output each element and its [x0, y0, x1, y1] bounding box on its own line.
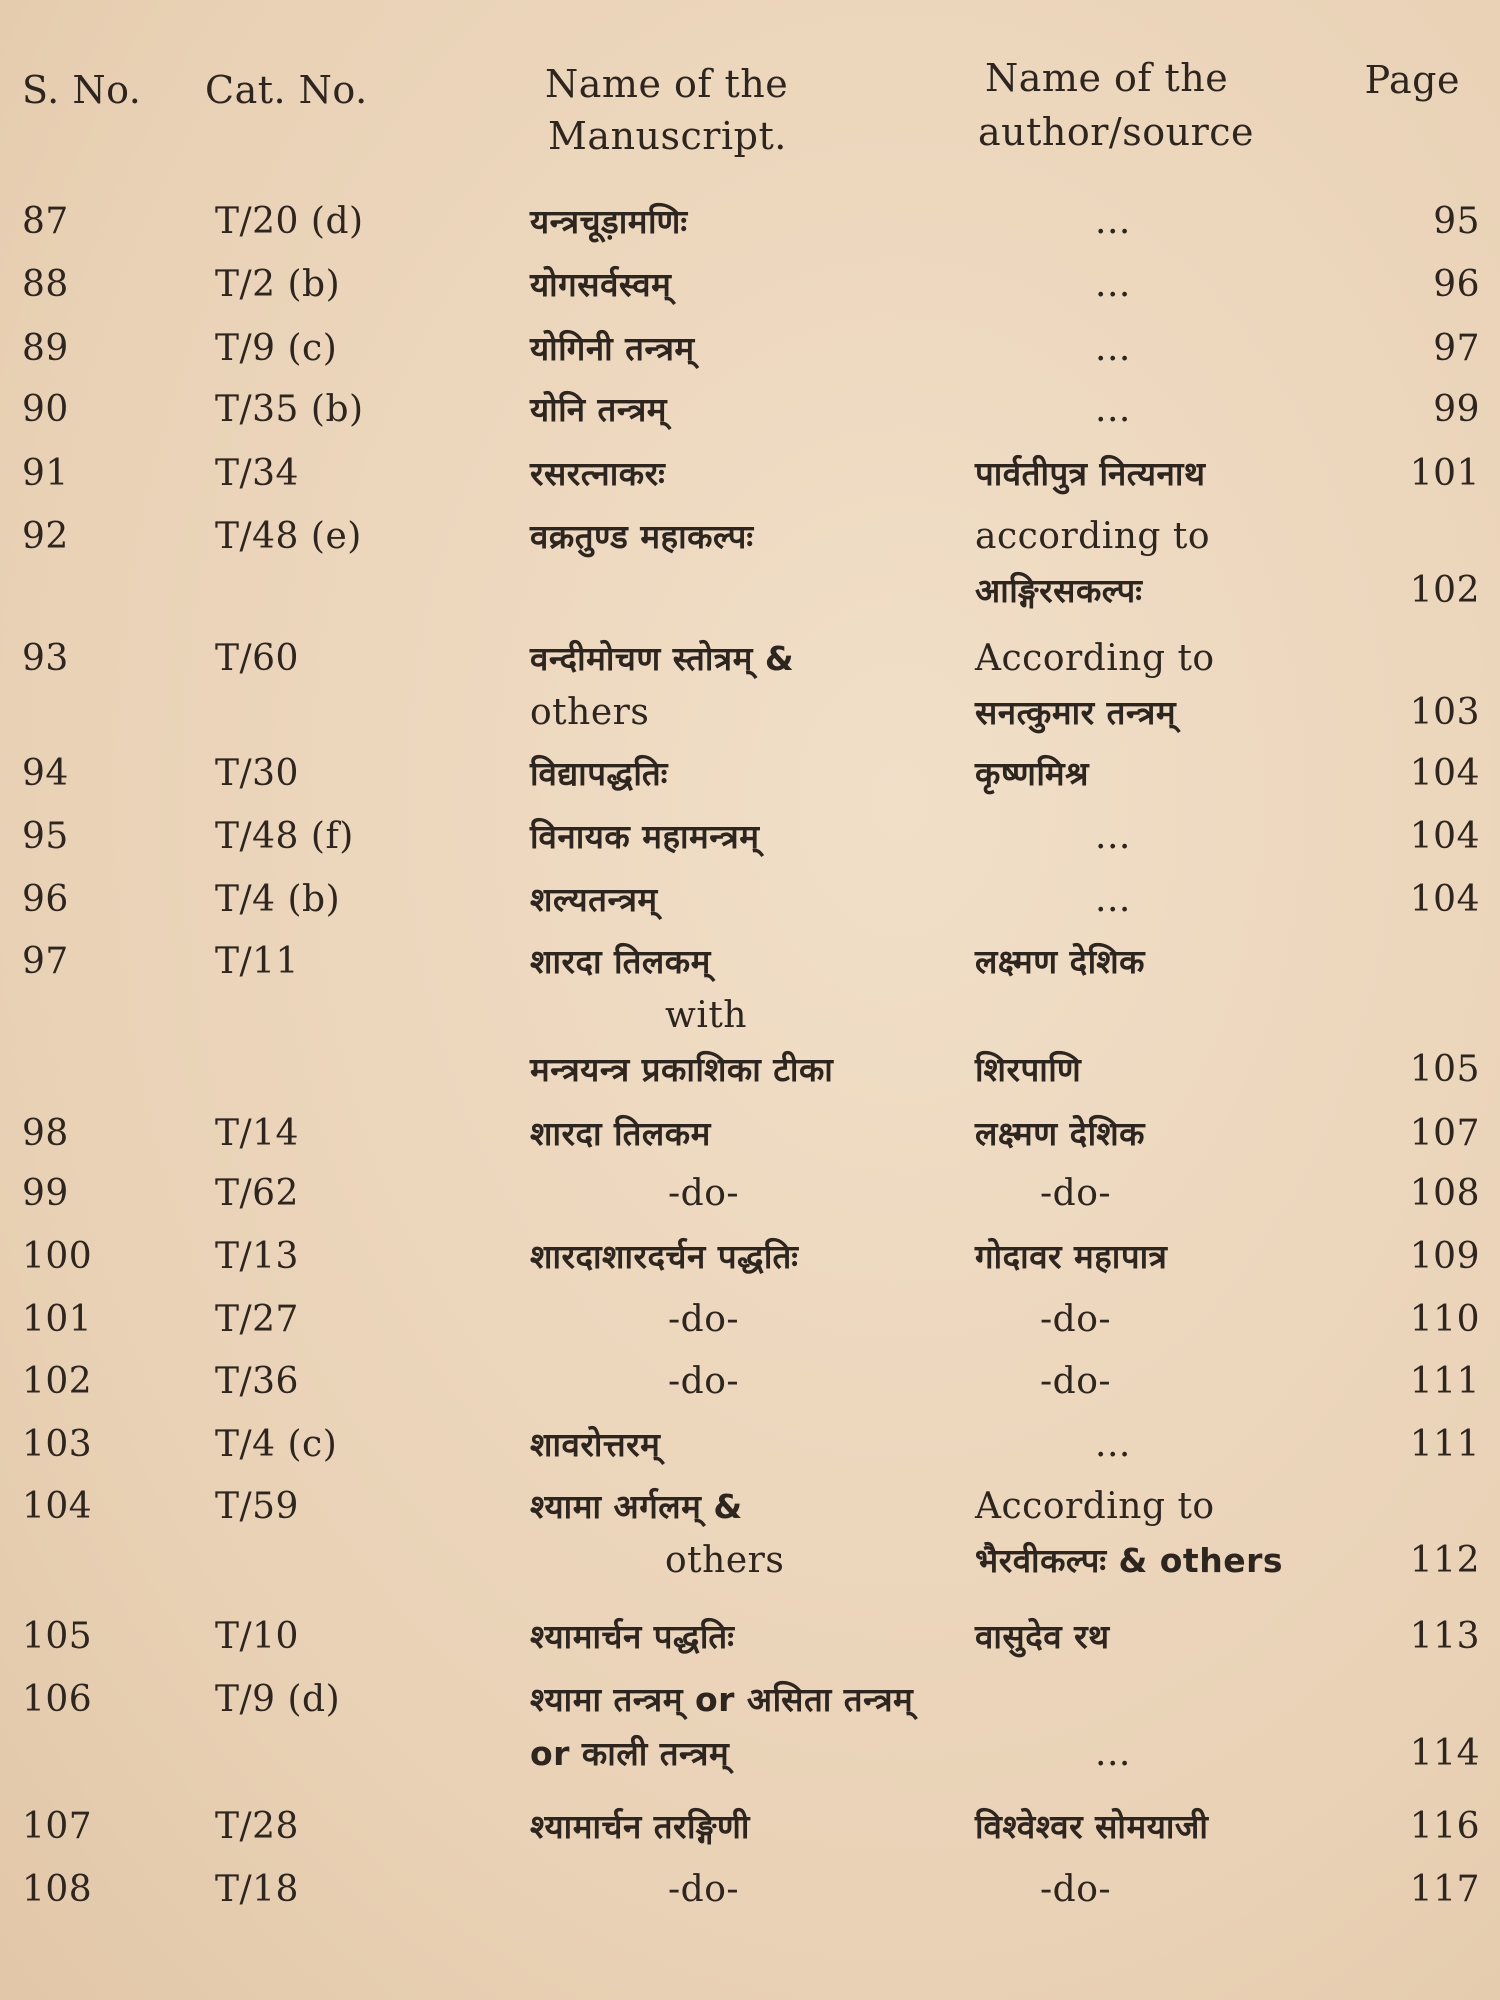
page-number: 95: [1433, 201, 1480, 242]
author-source: लक्ष्मण देशिक: [975, 1114, 1145, 1153]
manuscript-name: शावरोत्तरम्: [530, 1425, 661, 1464]
catalogue-number: T/2 (b): [215, 264, 341, 305]
author-source: ...: [1095, 328, 1131, 369]
author-source: -do-: [1040, 1361, 1112, 1402]
page-number: 109: [1409, 1236, 1480, 1277]
manuscript-name: -do-: [668, 1869, 740, 1910]
manuscript-name: शल्यतन्त्रम्: [530, 880, 658, 919]
catalogue-number: T/36: [215, 1361, 299, 1402]
page-number: 114: [1409, 1733, 1480, 1774]
serial-number: 108: [22, 1869, 93, 1910]
header-cat-no: Cat. No.: [205, 68, 368, 112]
header-sno: S. No.: [22, 68, 142, 112]
catalogue-number: T/10: [215, 1616, 299, 1657]
catalogue-number: T/9 (d): [215, 1679, 341, 1720]
author-source: गोदावर महापात्र: [975, 1237, 1168, 1276]
page-number: 111: [1409, 1361, 1480, 1402]
manuscript-name: शारदा तिलकम: [530, 1114, 711, 1153]
manuscript-name: others: [530, 692, 650, 733]
page-number: 107: [1409, 1113, 1480, 1154]
manuscript-name: शारदाशारदर्चन पद्धतिः: [530, 1237, 799, 1276]
manuscript-name: श्यामा तन्त्रम् or असिता तन्त्रम्: [530, 1680, 914, 1719]
author-source: according to: [975, 516, 1211, 557]
catalogue-number: T/59: [215, 1486, 299, 1527]
header-manuscript-line2: Manuscript.: [548, 114, 787, 158]
author-source: According to: [975, 1486, 1215, 1527]
manuscript-name: श्यामार्चन पद्धतिः: [530, 1617, 735, 1656]
serial-number: 103: [22, 1424, 93, 1465]
serial-number: 101: [22, 1299, 93, 1340]
manuscript-name: मन्त्रयन्त्र प्रकाशिका टीका: [530, 1050, 834, 1089]
serial-number: 107: [22, 1806, 93, 1847]
author-source: सनत्कुमार तन्त्रम्: [975, 693, 1177, 732]
author-source: -do-: [1040, 1869, 1112, 1910]
manuscript-name: -do-: [668, 1299, 740, 1340]
page-number: 113: [1409, 1616, 1480, 1657]
page-number: 105: [1409, 1049, 1480, 1090]
manuscript-name: with: [665, 995, 747, 1036]
author-source: शिरपाणि: [975, 1050, 1082, 1089]
page-number: 99: [1433, 389, 1480, 430]
serial-number: 104: [22, 1486, 93, 1527]
serial-number: 87: [22, 201, 69, 242]
page-number: 111: [1409, 1424, 1480, 1465]
catalogue-number: T/18: [215, 1869, 299, 1910]
author-source: विश्वेश्वर सोमयाजी: [975, 1807, 1209, 1846]
serial-number: 98: [22, 1113, 69, 1154]
page-number: 104: [1409, 816, 1480, 857]
serial-number: 95: [22, 816, 69, 857]
manuscript-name: यन्त्रचूड़ामणिः: [530, 202, 688, 241]
serial-number: 100: [22, 1236, 93, 1277]
header-page: Page: [1364, 58, 1460, 102]
header-author-line2: author/source: [978, 110, 1255, 154]
author-source: भैरवीकल्पः & others: [975, 1541, 1283, 1580]
catalogue-number: T/28: [215, 1806, 299, 1847]
serial-number: 97: [22, 941, 69, 982]
serial-number: 96: [22, 879, 69, 920]
manuscript-name: श्यामार्चन तरङ्गिणी: [530, 1807, 750, 1846]
author-source: -do-: [1040, 1299, 1112, 1340]
author-source: ...: [1095, 1733, 1131, 1774]
catalogue-number: T/48 (f): [215, 816, 354, 857]
author-source: ...: [1095, 201, 1131, 242]
page-number: 108: [1409, 1173, 1480, 1214]
author-source: ...: [1095, 816, 1131, 857]
author-source: ...: [1095, 389, 1131, 430]
serial-number: 88: [22, 264, 69, 305]
manuscript-name: रसरत्नाकरः: [530, 454, 666, 493]
author-source: ...: [1095, 1424, 1131, 1465]
author-source: आङ्गिरसकल्पः: [975, 571, 1143, 610]
page-number: 112: [1409, 1540, 1480, 1581]
catalogue-number: T/13: [215, 1236, 299, 1277]
manuscript-name: योगिनी तन्त्रम्: [530, 329, 695, 368]
page-number: 117: [1409, 1869, 1480, 1910]
manuscript-name: शारदा तिलकम्: [530, 942, 711, 981]
serial-number: 106: [22, 1679, 93, 1720]
author-source: ...: [1095, 264, 1131, 305]
catalogue-number: T/14: [215, 1113, 299, 1154]
catalogue-number: T/34: [215, 453, 299, 494]
header-author-line1: Name of the: [985, 56, 1229, 100]
serial-number: 94: [22, 753, 69, 794]
manuscript-name: योनि तन्त्रम्: [530, 390, 668, 429]
manuscript-name: or काली तन्त्रम्: [530, 1734, 730, 1773]
serial-number: 92: [22, 516, 69, 557]
catalogue-number: T/60: [215, 638, 299, 679]
manuscript-name: -do-: [668, 1361, 740, 1402]
manuscript-name: विनायक महामन्त्रम्: [530, 817, 760, 856]
serial-number: 93: [22, 638, 69, 679]
page-number: 96: [1433, 264, 1480, 305]
serial-number: 89: [22, 328, 69, 369]
author-source: According to: [975, 638, 1215, 679]
manuscript-name: वन्दीमोचण स्तोत्रम् &: [530, 639, 795, 678]
catalogue-number: T/11: [215, 941, 299, 982]
manuscript-name: -do-: [668, 1173, 740, 1214]
header-manuscript-line1: Name of the: [545, 62, 789, 106]
catalogue-number: T/27: [215, 1299, 299, 1340]
page-number: 101: [1409, 453, 1480, 494]
serial-number: 91: [22, 453, 69, 494]
page-number: 97: [1433, 328, 1480, 369]
author-source: पार्वतीपुत्र नित्यनाथ: [975, 454, 1206, 493]
catalogue-number: T/48 (e): [215, 516, 362, 557]
page-number: 116: [1409, 1806, 1480, 1847]
page-number: 104: [1409, 879, 1480, 920]
author-source: ...: [1095, 879, 1131, 920]
catalogue-number: T/20 (d): [215, 201, 364, 242]
author-source: कृष्णमिश्र: [975, 754, 1089, 793]
manuscript-name: वक्रतुण्ड महाकल्पः: [530, 517, 754, 556]
catalogue-number: T/35 (b): [215, 389, 364, 430]
serial-number: 90: [22, 389, 69, 430]
page-number: 103: [1409, 692, 1480, 733]
catalogue-number: T/30: [215, 753, 299, 794]
author-source: लक्ष्मण देशिक: [975, 942, 1145, 981]
catalogue-number: T/9 (c): [215, 328, 338, 369]
page-number: 110: [1409, 1299, 1480, 1340]
serial-number: 99: [22, 1173, 69, 1214]
manuscript-name: श्यामा अर्गलम् &: [530, 1487, 743, 1526]
manuscript-name: विद्यापद्धतिः: [530, 754, 668, 793]
catalogue-number: T/4 (b): [215, 879, 341, 920]
catalogue-number: T/62: [215, 1173, 299, 1214]
author-source: -do-: [1040, 1173, 1112, 1214]
serial-number: 102: [22, 1361, 93, 1402]
page-number: 104: [1409, 753, 1480, 794]
catalogue-number: T/4 (c): [215, 1424, 338, 1465]
page-number: 102: [1409, 570, 1480, 611]
manuscript-name: others: [665, 1540, 785, 1581]
author-source: वासुदेव रथ: [975, 1617, 1110, 1656]
manuscript-name: योगसर्वस्वम्: [530, 265, 672, 304]
serial-number: 105: [22, 1616, 93, 1657]
